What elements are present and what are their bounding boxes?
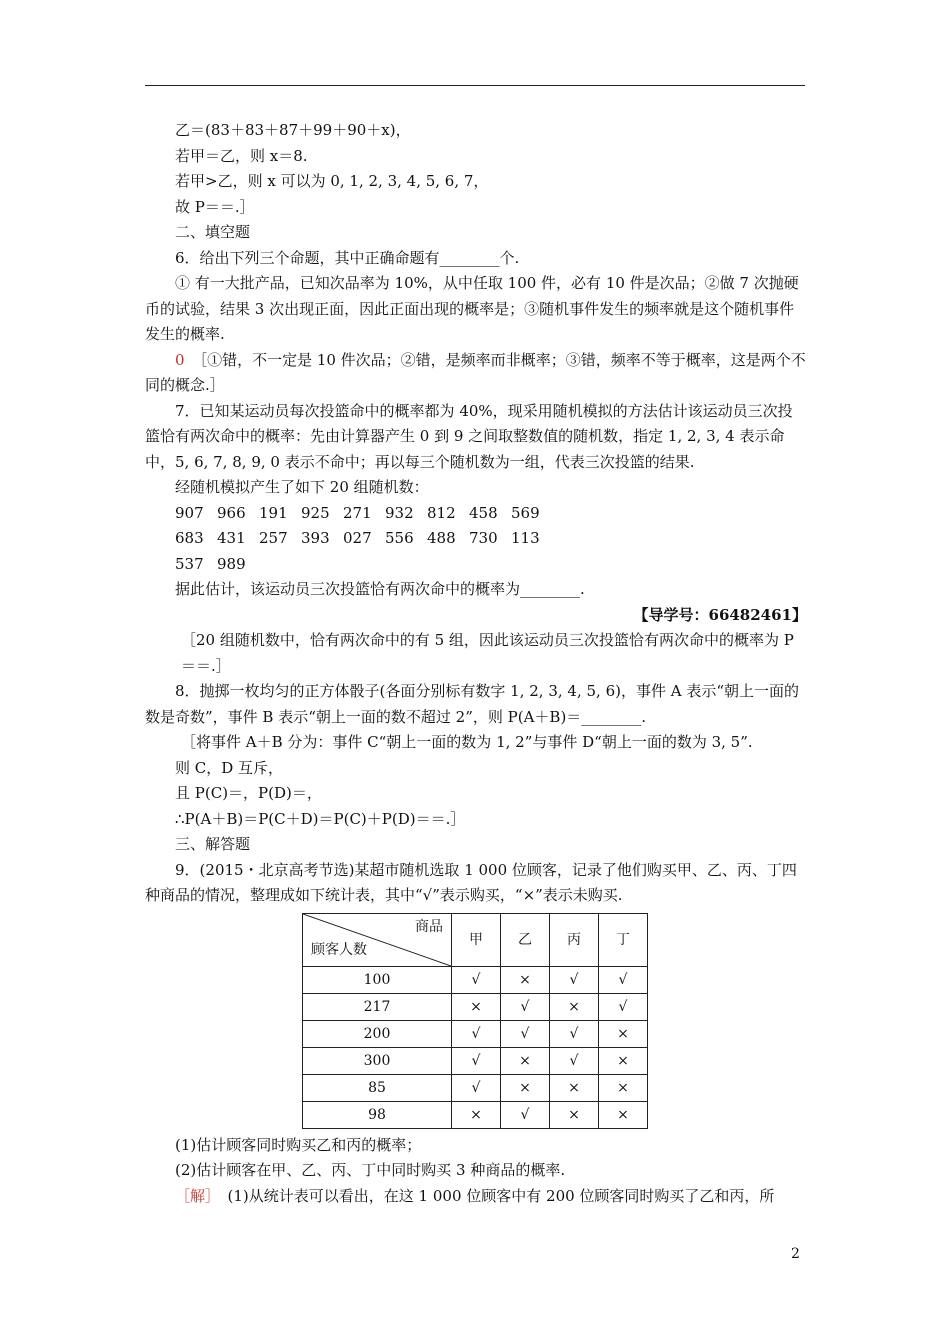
random-number: 556 (385, 529, 414, 547)
purchase-mark-cell: √ (550, 966, 599, 993)
table-body (303, 966, 648, 1128)
question-9-part1: (1)估计顾客同时购买乙和丙的概率； (175, 1135, 422, 1154)
random-number: 730 (469, 529, 498, 547)
guide-number: 【导学号：66482461】 (633, 605, 807, 624)
purchase-mark-cell: × (599, 1020, 648, 1047)
purchase-mark-cell: × (550, 1101, 599, 1128)
random-number: 431 (217, 529, 246, 547)
purchase-mark-cell: √ (452, 1020, 501, 1047)
purchase-mark-cell: × (550, 993, 599, 1020)
random-number: 271 (343, 503, 372, 522)
section-solutions: 三、解答题 (175, 835, 251, 853)
random-number: 537 (175, 554, 204, 573)
random-number: 907 (175, 503, 204, 522)
line-condition-greater: 若甲>乙，则 x 可以为 0, 1, 2, 3, 4, 5, 6, 7， (175, 172, 489, 190)
question-6: 6．给出下列三个命题，其中正确命题有________个. (175, 248, 520, 267)
line-condition-equal: 若甲＝乙，则 x＝8. (175, 146, 308, 165)
table-row (303, 966, 648, 993)
purchase-mark-cell: √ (452, 1047, 501, 1074)
customer-count-cell: 200 (303, 1020, 452, 1047)
question-9: 9．(2015・北京高考节选)某超市随机选取 1 000 位顾客，记录了他们购买甲、乙、丙、丁四种商品的情况，整理成如下统计表，其中“√”表示购买，“×”表示未购买. (145, 860, 797, 904)
section-fill-in: 二、填空题 (175, 223, 251, 241)
header-yi: 乙 (501, 913, 550, 966)
question-7-ask: 据此估计，该运动员三次投篮恰有两次命中的概率为________. (175, 580, 585, 598)
random-number: 027 (343, 529, 372, 547)
random-number: 113 (511, 529, 540, 547)
purchase-mark-cell: √ (599, 966, 648, 993)
table-row (303, 1047, 648, 1074)
customer-count-cell: 98 (303, 1101, 452, 1128)
question-7: 7．已知某运动员每次投篮命中的概率都为 40%，现采用随机模拟的方法估计该运动员三次投篮恰有两次命中的概率：先由计算器产生 0 到 9 之间取整数值的随机数，指定 1, 2, 3, 4 表示命中，5, 6, 7, 8, 9, 0 表示不命中；再以每三个随机数为一组，代表三次投篮的结果. (145, 401, 793, 471)
purchase-mark-cell: × (501, 966, 550, 993)
random-number: 569 (511, 503, 540, 522)
random-number: 683 (175, 529, 204, 547)
table-corner-cell (303, 913, 452, 966)
answer-6-value: 0 (175, 350, 185, 369)
purchase-mark-cell: √ (599, 993, 648, 1020)
purchase-mark-cell: × (550, 1074, 599, 1101)
answer-8-probs: 且 P(C)＝，P(D)＝， (175, 784, 322, 802)
page-content (145, 118, 807, 1209)
header-bing: 丙 (550, 913, 599, 966)
purchase-mark-cell: √ (501, 1101, 550, 1128)
purchase-mark-cell: × (599, 1074, 648, 1101)
purchase-mark-cell: √ (452, 966, 501, 993)
question-6-statements: ① 有一大批产品，已知次品率为 10%，从中任取 100 件，必有 10 件是次品；②做 7 次抛硬币的试验，结果 3 次出现正面，因此正面出现的概率是；③随机事件发生的频率就是这个随机事件发生的概率. (145, 274, 799, 343)
question-9-part2: (2)估计顾客在甲、乙、丙、丁中同时购买 3 种商品的概率. (175, 1161, 566, 1179)
header-rule (145, 85, 805, 86)
table-header-row (303, 913, 648, 966)
random-number: 191 (259, 503, 288, 522)
purchase-stat-table (302, 913, 648, 1129)
answer-6 (145, 348, 807, 399)
purchase-mark-cell: √ (501, 1020, 550, 1047)
random-number: 488 (427, 529, 456, 547)
answer-8-result: ∴P(A＋B)＝P(C＋D)＝P(C)＋P(D)＝＝.］ (175, 809, 466, 828)
header-jia: 甲 (452, 913, 501, 966)
table-row (303, 1020, 648, 1047)
random-number: 966 (217, 503, 246, 522)
purchase-mark-cell: √ (452, 1074, 501, 1101)
corner-top-label: 商品 (415, 918, 443, 935)
purchase-mark-cell: × (501, 1074, 550, 1101)
customer-count-cell: 300 (303, 1047, 452, 1074)
purchase-mark-cell: √ (550, 1047, 599, 1074)
customer-count-cell: 100 (303, 966, 452, 993)
table-row (303, 993, 648, 1020)
random-number: 932 (385, 503, 414, 522)
random-number: 925 (301, 503, 330, 522)
answer-8-exclusive: 则 C，D 互斥， (175, 758, 284, 777)
random-number-row (175, 526, 807, 552)
question-8: 8．抛掷一枚均匀的正方体骰子(各面分别标有数字 1, 2, 3, 4, 5, 6)，事件 A 表示“朝上一面的数是奇数”，事件 B 表示“朝上一面的数不超过 2”，则 P(A＋B)＝________. (145, 682, 799, 726)
purchase-mark-cell: √ (501, 993, 550, 1020)
table-row (303, 1074, 648, 1101)
line-conclusion: 故 P＝＝.］ (175, 197, 255, 216)
header-ding: 丁 (599, 913, 648, 966)
purchase-mark-cell: × (452, 993, 501, 1020)
answer-8-intro: ［将事件 A＋B 分为：事件 C“朝上一面的数为 1, 2”与事件 D“朝上一面的数为 3, 5”. (181, 733, 753, 751)
solution-tag: ［解］ (175, 1186, 213, 1205)
answer-7: ［20 组随机数中，恰有两次命中的有 5 组，因此该运动员三次投篮恰有两次命中的概率为 P＝＝.］ (181, 631, 794, 675)
random-number: 393 (301, 529, 330, 547)
answer-9-text: (1)从统计表可以看出，在这 1 000 位顾客中有 200 位顾客同时购买了乙和丙，所 (227, 1186, 775, 1205)
random-number: 257 (259, 529, 288, 547)
purchase-mark-cell: × (599, 1047, 648, 1074)
purchase-mark-cell: √ (550, 1020, 599, 1047)
purchase-mark-cell: × (452, 1101, 501, 1128)
page-number: 2 (791, 1246, 800, 1262)
purchase-mark-cell: × (501, 1047, 550, 1074)
random-number-grid (145, 501, 807, 578)
random-number: 812 (427, 503, 456, 522)
line-formula: 乙＝(83＋83＋87＋99＋90＋x)， (175, 121, 411, 139)
table-row (303, 1101, 648, 1128)
customer-count-cell: 85 (303, 1074, 452, 1101)
corner-bottom-label: 顾客人数 (311, 941, 367, 958)
answer-9 (145, 1184, 807, 1210)
random-number: 458 (469, 503, 498, 522)
answer-6-explanation: ［①错，不一定是 10 件次品；②错，是频率而非概率；③错，频率不等于概率，这是两个不同的概念.］ (145, 350, 806, 394)
random-number-row (175, 552, 807, 578)
random-number: 989 (217, 554, 246, 573)
purchase-mark-cell: × (599, 1101, 648, 1128)
random-number-row (175, 501, 807, 527)
question-7-intro: 经随机模拟产生了如下 20 组随机数： (175, 478, 429, 496)
customer-count-cell: 217 (303, 993, 452, 1020)
